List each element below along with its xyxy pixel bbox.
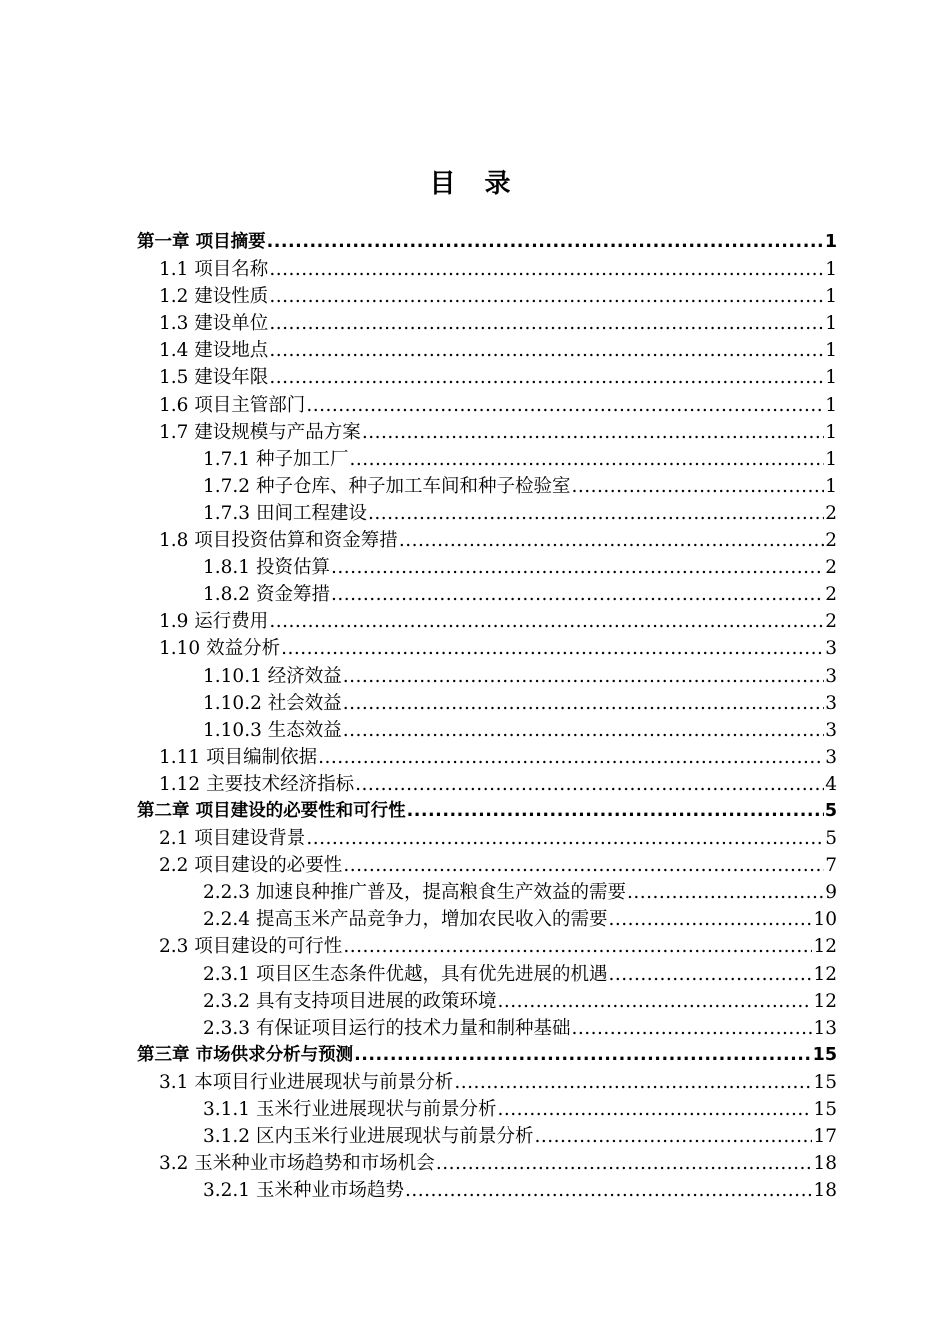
toc-subsection-entry[interactable]: [0, 961, 950, 988]
toc-dot-leader: [269, 283, 824, 310]
toc-dot-leader: [368, 500, 824, 527]
toc-entry-page-number: 13: [813, 1017, 837, 1039]
toc-entry-page-number: 2: [825, 530, 837, 552]
toc-entry-label: 1.8.2 资金筹措: [203, 584, 330, 606]
toc-entry-label: 2.3.1 项目区生态条件优越，具有优先进展的机遇: [203, 963, 608, 985]
toc-dot-leader: [362, 419, 824, 446]
table-of-contents: [0, 229, 950, 1204]
toc-entry-page-number: 3: [825, 638, 837, 660]
toc-dot-leader: [405, 1177, 812, 1204]
toc-entry-label: 1.10.2 社会效益: [203, 692, 342, 714]
toc-entry-label: 第三章 市场供求分析与预测: [137, 1044, 354, 1065]
toc-entry-page-number: 12: [813, 990, 837, 1012]
toc-dot-leader: [407, 798, 824, 825]
toc-dot-leader: [269, 256, 824, 283]
toc-dot-leader: [571, 1015, 812, 1042]
toc-entry-page-number: 9: [825, 882, 837, 904]
toc-entry-page-number: 1: [825, 421, 837, 443]
toc-dot-leader: [571, 473, 824, 500]
toc-entry-page-number: 15: [812, 1044, 837, 1065]
toc-title: 目 录: [429, 169, 521, 199]
toc-dot-leader: [497, 988, 812, 1015]
toc-dot-leader: [281, 635, 824, 662]
toc-section-entry[interactable]: [0, 527, 950, 554]
toc-entry-page-number: 7: [825, 855, 837, 877]
toc-entry-page-number: 3: [825, 746, 837, 768]
toc-entry-page-number: 2: [825, 557, 837, 579]
toc-entry-page-number: 1: [825, 340, 837, 362]
toc-dot-leader: [497, 1096, 812, 1123]
toc-dot-leader: [269, 364, 824, 391]
toc-dot-leader: [454, 1069, 812, 1096]
toc-entry-page-number: 15: [813, 1099, 837, 1120]
toc-section-entry[interactable]: [0, 933, 950, 960]
toc-section-entry[interactable]: [0, 744, 950, 771]
toc-entry-label: 1.5 建设年限: [159, 367, 269, 389]
toc-section-entry[interactable]: [0, 364, 950, 391]
toc-dot-leader: [343, 663, 824, 690]
toc-subsection-entry[interactable]: [0, 906, 950, 933]
toc-section-entry[interactable]: [0, 1069, 950, 1096]
toc-dot-leader: [331, 581, 824, 608]
toc-entry-page-number: 3: [825, 692, 837, 714]
toc-subsection-entry[interactable]: [0, 988, 950, 1015]
toc-entry-label: 1.10 效益分析: [159, 638, 281, 660]
toc-entry-label: 3.1.2 区内玉米行业进展现状与前景分析: [203, 1126, 534, 1148]
toc-chapter-entry[interactable]: [0, 229, 950, 256]
toc-entry-page-number: 17: [813, 1126, 837, 1148]
toc-entry-page-number: 3: [825, 665, 837, 687]
toc-dot-leader: [267, 229, 824, 256]
toc-subsection-entry[interactable]: [0, 500, 950, 527]
toc-entry-page-number: 1: [825, 286, 837, 308]
toc-dot-leader: [306, 392, 824, 419]
toc-entry-page-number: 1: [825, 367, 837, 389]
toc-entry-page-number: 12: [813, 963, 837, 985]
toc-dot-leader: [534, 1123, 812, 1150]
toc-entry-label: 3.1.1 玉米行业进展现状与前景分析: [203, 1099, 497, 1120]
toc-subsection-entry[interactable]: [0, 1177, 950, 1204]
toc-subsection-entry[interactable]: [0, 581, 950, 608]
toc-entry-label: 3.2 玉米种业市场趋势和市场机会: [159, 1153, 435, 1175]
toc-entry-page-number: 4: [825, 773, 837, 795]
toc-entry-label: 1.11 项目编制依据: [159, 746, 318, 768]
toc-entry-label: 1.7.2 种子仓库、种子加工车间和种子检验室: [203, 475, 571, 497]
toc-dot-leader: [343, 717, 824, 744]
toc-subsection-entry[interactable]: [0, 1015, 950, 1042]
toc-entry-label: 1.2 建设性质: [159, 286, 269, 308]
toc-dot-leader: [608, 906, 812, 933]
toc-dot-leader: [318, 744, 824, 771]
toc-section-entry[interactable]: [0, 337, 950, 364]
toc-dot-leader: [608, 961, 812, 988]
toc-entry-label: 1.3 建设单位: [159, 313, 269, 335]
toc-entry-label: 1.8 项目投资估算和资金筹措: [159, 530, 398, 552]
toc-entry-label: 1.7.3 田间工程建设: [203, 502, 367, 524]
toc-entry-page-number: 1: [825, 313, 837, 335]
toc-chapter-entry[interactable]: [0, 1042, 950, 1069]
toc-entry-label: 1.1 项目名称: [159, 259, 269, 281]
toc-entry-page-number: 3: [825, 719, 837, 741]
toc-section-entry[interactable]: [0, 1150, 950, 1177]
toc-entry-label: 第二章 项目建设的必要性和可行性: [137, 800, 406, 821]
toc-entry-label: 2.2.3 加速良种推广普及，提高粮食生产效益的需要: [203, 882, 626, 904]
toc-subsection-entry[interactable]: [0, 473, 950, 500]
toc-entry-label: 3.1 本项目行业进展现状与前景分析: [159, 1071, 454, 1093]
toc-entry-page-number: 18: [813, 1180, 837, 1202]
toc-entry-label: 1.10.1 经济效益: [203, 665, 342, 687]
toc-dot-leader: [269, 608, 824, 635]
toc-entry-label: 2.3.3 有保证项目运行的技术力量和制种基础: [203, 1017, 571, 1039]
toc-entry-page-number: 2: [825, 611, 837, 633]
toc-subsection-entry[interactable]: [0, 717, 950, 744]
toc-dot-leader: [436, 1150, 813, 1177]
toc-dot-leader: [306, 825, 824, 852]
toc-section-entry[interactable]: [0, 608, 950, 635]
toc-entry-page-number: 1: [825, 448, 837, 470]
toc-dot-leader: [349, 446, 824, 473]
toc-entry-page-number: 1: [825, 394, 837, 416]
toc-subsection-entry[interactable]: [0, 446, 950, 473]
toc-entry-label: 2.2.4 提高玉米产品竞争力，增加农民收入的需要: [203, 909, 608, 931]
toc-entry-page-number: 1: [825, 475, 837, 497]
toc-entry-label: 2.3 项目建设的可行性: [159, 936, 343, 958]
toc-section-entry[interactable]: [0, 771, 950, 798]
toc-subsection-entry[interactable]: [0, 690, 950, 717]
toc-entry-label: 2.2 项目建设的必要性: [159, 855, 343, 877]
toc-section-entry[interactable]: [0, 283, 950, 310]
toc-entry-label: 1.4 建设地点: [159, 340, 269, 362]
toc-subsection-entry[interactable]: [0, 663, 950, 690]
toc-entry-label: 2.3.2 具有支持项目进展的政策环境: [203, 990, 497, 1012]
toc-section-entry[interactable]: [0, 392, 950, 419]
toc-entry-page-number: 5: [824, 800, 837, 821]
toc-chapter-entry[interactable]: [0, 798, 950, 825]
toc-entry-label: 1.8.1 投资估算: [203, 557, 330, 579]
toc-entry-page-number: 12: [813, 936, 837, 958]
toc-entry-page-number: 15: [813, 1071, 837, 1093]
toc-entry-page-number: 10: [813, 909, 837, 931]
toc-entry-label: 1.6 项目主管部门: [159, 394, 306, 416]
toc-entry-label: 2.1 项目建设背景: [159, 828, 306, 850]
toc-entry-page-number: 1: [824, 232, 837, 252]
toc-section-entry[interactable]: [0, 310, 950, 337]
toc-entry-label: 1.7.1 种子加工厂: [203, 448, 349, 470]
toc-subsection-entry[interactable]: [0, 1096, 950, 1123]
toc-section-entry[interactable]: [0, 256, 950, 283]
toc-subsection-entry[interactable]: [0, 1123, 950, 1150]
toc-section-entry[interactable]: [0, 635, 950, 662]
toc-dot-leader: [354, 1042, 812, 1069]
toc-subsection-entry[interactable]: [0, 554, 950, 581]
toc-section-entry[interactable]: [0, 852, 950, 879]
toc-entry-label: 1.9 运行费用: [159, 611, 269, 633]
toc-entry-label: 1.10.3 生态效益: [203, 719, 342, 741]
toc-entry-label: 第一章 项目摘要: [137, 232, 266, 252]
toc-entry-page-number: 2: [825, 502, 837, 524]
toc-dot-leader: [269, 310, 824, 337]
toc-section-entry[interactable]: [0, 825, 950, 852]
toc-entry-label: 3.2.1 玉米种业市场趋势: [203, 1180, 404, 1202]
toc-dot-leader: [343, 852, 824, 879]
toc-entry-page-number: 1: [825, 259, 837, 281]
toc-dot-leader: [331, 554, 824, 581]
toc-entry-label: 1.12 主要技术经济指标: [159, 773, 355, 795]
toc-dot-leader: [343, 933, 812, 960]
toc-entry-label: 1.7 建设规模与产品方案: [159, 421, 361, 443]
toc-dot-leader: [343, 690, 824, 717]
toc-subsection-entry[interactable]: [0, 879, 950, 906]
toc-entry-page-number: 18: [813, 1153, 837, 1175]
toc-dot-leader: [627, 879, 824, 906]
toc-entry-page-number: 2: [825, 584, 837, 606]
toc-dot-leader: [399, 527, 824, 554]
toc-dot-leader: [355, 771, 824, 798]
toc-entry-page-number: 5: [825, 828, 837, 850]
toc-dot-leader: [269, 337, 824, 364]
toc-section-entry[interactable]: [0, 419, 950, 446]
